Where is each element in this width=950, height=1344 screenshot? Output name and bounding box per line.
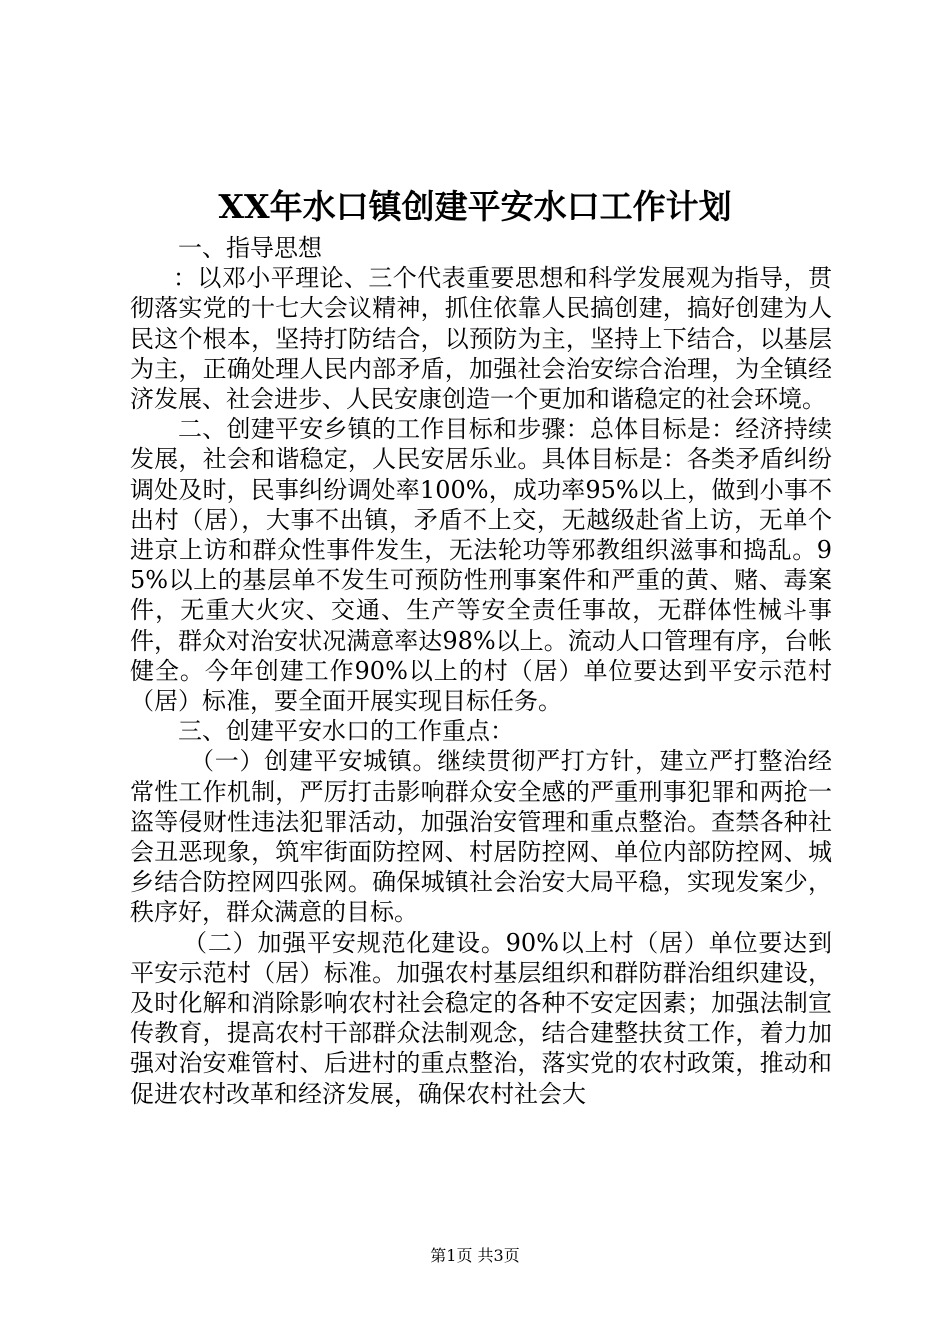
- paragraph-goals-and-steps: 二、创建平安乡镇的工作目标和步骤：总体目标是：经济持续发展，社会和谐稳定，人民安居乐业。具体目标是：各类矛盾纠纷调处及时，民事纠纷调处率100%，成功率95%以上，做到小事不出村（居），大事不出镇，矛盾不上交，无越级赴省上访，无单个进京上访和群众性事件发生，无法轮功等邪教组织滋事和捣乱。95%以上的基层单不发生可预防性刑事案件和严重的黄、赌、毒案件，无重大火灾、交通、生产等安全责任事故，无群体性械斗事件，群众对治安状况满意率达98%以上。流动人口管理有序，台帐健全。今年创建工作90%以上的村（居）单位要达到平安示范村（居）标准，要全面开展实现目标任务。: [130, 415, 832, 716]
- page-number: 第1页 共3页: [430, 1246, 520, 1265]
- section-heading-key-work: 三、创建平安水口的工作重点：: [178, 717, 514, 746]
- paragraph-standardization: （二）加强平安规范化建设。90%以上村（居）单位要达到平安示范村（居）标准。加强农村基层组织和群防群治组织建设，及时化解和消除影响农村社会稳定的各种不安定因素；加强法制宣传教育，提高农村干部群众法制观念，结合建整扶贫工作，着力加强对治安难管村、后进村的重点整治，落实党的农村政策，推动和促进农村改革和经济发展，确保农村社会大: [130, 928, 832, 1108]
- section-heading-guiding-thought: 一、指导思想: [178, 234, 322, 262]
- document-title: XX年水口镇创建平安水口工作计划: [218, 187, 732, 226]
- paragraph-guiding-thought: ：以邓小平理论、三个代表重要思想和科学发展观为指导，贯彻落实党的十七大会议精神，抓住依靠人民搞创建，搞好创建为人民这个根本，坚持打防结合，以预防为主，坚持上下结合，以基层为主，正确处理人民内部矛盾，加强社会治安综合治理，为全镇经济发展、社会进步、人民安康创造一个更加和谐稳定的社会环境。: [130, 264, 832, 414]
- paragraph-safe-town: （一）创建平安城镇。继续贯彻严打方针，建立严打整治经常性工作机制，严厉打击影响群众安全感的严重刑事犯罪和两抢一盗等侵财性违法犯罪活动，加强治安管理和重点整治。查禁各种社会丑恶现象，筑牢街面防控网、村居防控网、单位内部防控网、城乡结合防控网四张网。确保城镇社会治安大局平稳，实现发案少，秩序好，群众满意的目标。: [130, 747, 832, 927]
- document-body: [130, 233, 832, 1109]
